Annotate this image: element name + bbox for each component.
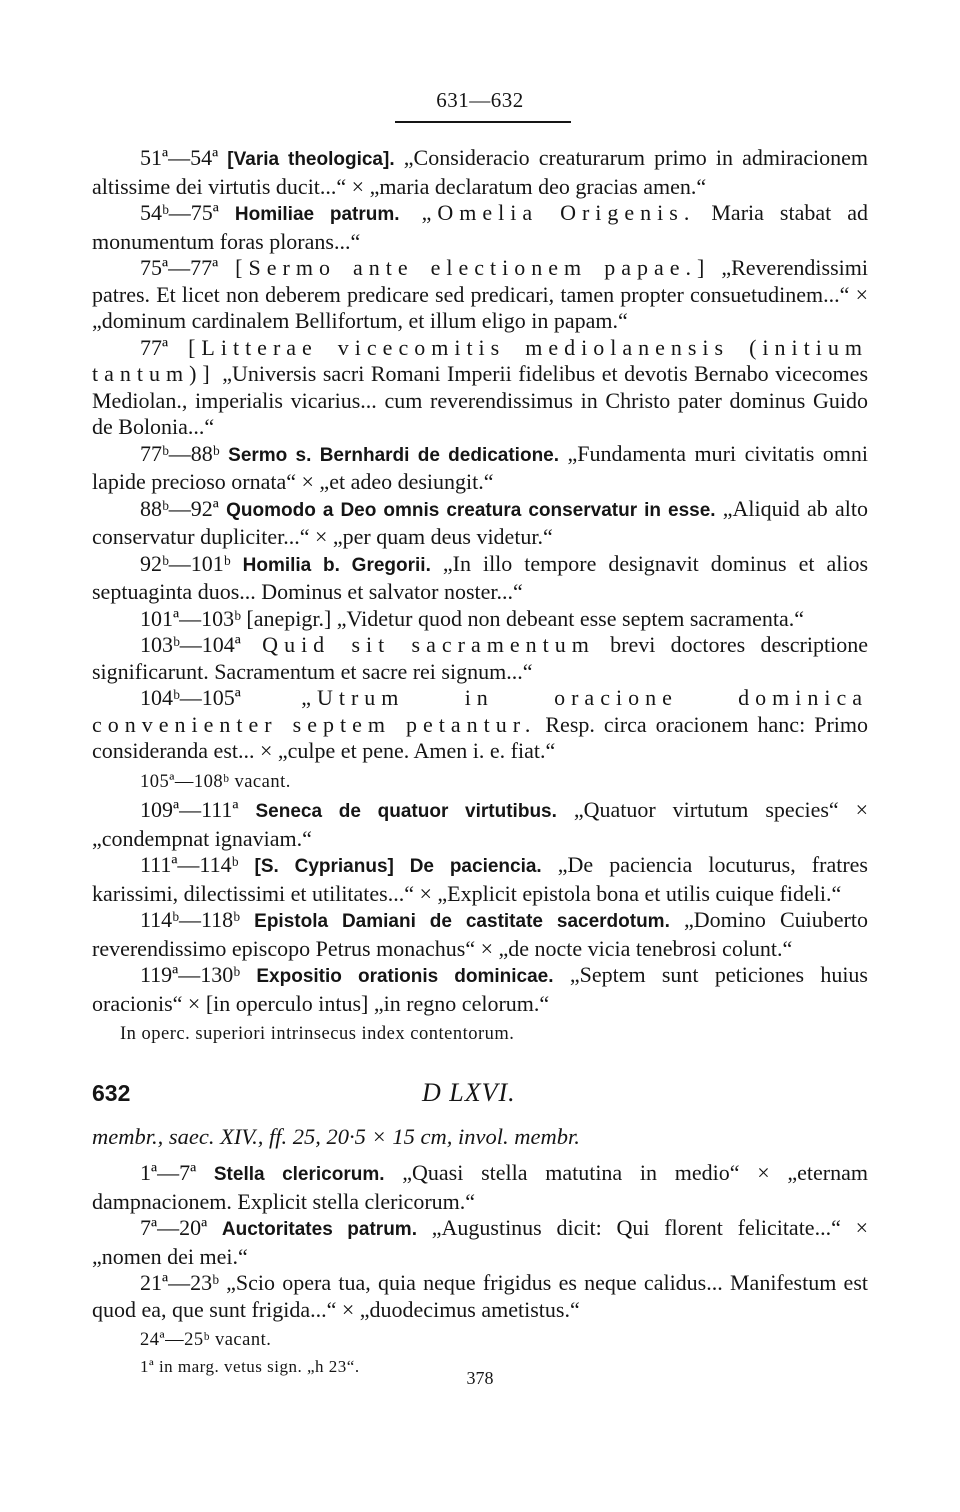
folio-range: 101ª—103ᵇ xyxy=(140,605,241,631)
entry-75-77 xyxy=(92,255,868,335)
folio-range: 54ᵇ—75ª xyxy=(140,200,219,225)
entry-spaced-text: [Sermo ante electionem papae.] xyxy=(218,255,711,280)
entry-text: „Quatuor virtutum species“ × „condempnat ignaviam.“ xyxy=(92,797,869,851)
folio-range: 7ª—20ª xyxy=(140,1215,208,1240)
manuscript-heading xyxy=(92,1080,868,1120)
entry-title: Sermo s. Bernhardi de dedicatione. xyxy=(228,444,560,466)
header-rule xyxy=(395,121,571,123)
entry-51-54 xyxy=(92,145,868,200)
entry-114-118 xyxy=(92,907,868,962)
entry-21-23 xyxy=(92,1270,868,1323)
entry-title: [Varia theologica]. xyxy=(227,149,395,170)
vacant-note: 24ª—25ᵇ vacant. xyxy=(140,1330,272,1350)
running-title: 631—632 xyxy=(436,88,524,112)
entry-88-92 xyxy=(92,496,868,551)
entry-77 xyxy=(92,335,868,441)
entry-text: „Augustinus dicit: Qui florent felicitate...“ × „nomen dei mei.“ xyxy=(92,1215,869,1269)
entry-text: Maria stabat ad monumentum foras plorans...“ xyxy=(92,200,868,254)
folio-range: 119ª—130ᵇ xyxy=(140,962,241,987)
entry-text: Resp. circa oracionem hanc: Primo consideranda est... × „culpe et pene. Amen i. e. fiat.“ xyxy=(92,711,868,763)
entry-109-111 xyxy=(92,797,868,852)
entry-title: Quomodo a Deo omnis creatura conservatur in esse. xyxy=(226,499,716,521)
folio-range: 77ᵇ—88ᵇ xyxy=(140,440,220,466)
entry-text: „Universis sacri Romani Imperii fidelibus et devotis Bernabo vicecomes Mediolan., imperialis vicarius... cum reverendissimus in Christo pater dominus Guido de Bolonia...“ xyxy=(92,361,868,439)
entry-119-130 xyxy=(92,962,868,1017)
entry-text: „Reverendissimi patres. Et licet non deberem predicare sed predicari, tamen propter consuetudinem...“ × „dominum cardinalem Bellifortum, et illum eligo in papam.“ xyxy=(92,255,868,333)
entry-1-7 xyxy=(92,1160,868,1215)
entry-text: „Fundamenta muri civitatis omni lapide precioso ornata“ × „et adeo desiungit.“ xyxy=(92,440,868,494)
entry-text: „Consideracio creaturarum primo in admiracionem altissime dei virtutis ducit...“ × „maria declaratum deo gracias amen.“ xyxy=(92,145,868,199)
catalogue-entries-632 xyxy=(92,1160,868,1380)
entry-text: „In illo tempore designavit dominus et alios septuaginta duos... Dominus et salvator noster...“ xyxy=(92,550,869,604)
margin-note: 1ª in marg. vetus sign. „h 23“. xyxy=(140,1356,360,1376)
entry-7-20 xyxy=(92,1215,868,1270)
entry-spaced-text: Quid sit sacramentum xyxy=(240,632,595,657)
entry-text: „De paciencia locuturus, fratres karissimi, dilectissimi et utilitates...“ × „Explicit epistola bona et utilis cuique fideli.“ xyxy=(92,852,868,906)
vacant-note: 105ª—108ᵇ vacant. xyxy=(140,771,291,792)
entry-104-105 xyxy=(92,685,868,765)
manuscript-number: 632 xyxy=(92,1080,131,1106)
entry-text: „Aliquid ab alto conservatur dupliciter...“ × „per quam deus videtur.“ xyxy=(92,495,868,549)
folio-range: 21ª—23ᵇ xyxy=(140,1270,219,1295)
catalogue-entries-631 xyxy=(92,145,868,1048)
entry-103-104 xyxy=(92,632,868,685)
entry-spaced-text: [Litterae vicecomitis mediolanensis (initium tantum)] xyxy=(92,334,868,386)
entry-title: Epistola Damiani de castitate sacerdotum. xyxy=(254,911,670,932)
folio-range: 75ª—77ª xyxy=(140,255,219,280)
manuscript-signature: D LXVI. xyxy=(422,1078,516,1107)
entry-101-103 xyxy=(92,606,868,633)
folio-range: 103ᵇ—104ª xyxy=(140,632,241,657)
entry-text: „Domino Cuiuberto reverendissimo episcopo Petrus monachus“ × „de nocte vicia tenebrosi colunt.“ xyxy=(92,907,868,961)
page-number: 378 xyxy=(466,1368,494,1388)
folio-range: 88ᵇ—92ª xyxy=(140,495,219,521)
entry-text: „Quasi stella matutina in medio“ × „eternam dampnacionem. Explicit stella clericorum.“ xyxy=(92,1160,868,1214)
entry-title: [S. Cyprianus] De paciencia. xyxy=(254,856,542,877)
folio-range: 109ª—111ª xyxy=(140,797,239,822)
entry-54-75 xyxy=(92,200,868,255)
entry-92-101 xyxy=(92,551,868,606)
entry-title: Homilia b. Gregorii. xyxy=(242,554,431,576)
entry-text: [anepigr.] „Videtur quod non debeant esse septem sacramenta.“ xyxy=(240,605,805,631)
folio-range: 51ª—54ª xyxy=(140,145,219,170)
entry-title: Seneca de quatuor virtutibus. xyxy=(255,801,557,822)
entry-spaced-text: „Omelia Origenis. xyxy=(399,200,696,225)
entry-title: Stella clericorum. xyxy=(213,1164,385,1185)
folio-range: 104ᵇ—105ª xyxy=(140,685,241,710)
entry-text: brevi doctores descriptione significarunt. Sacramentum et sacre rei signum...“ xyxy=(92,632,868,684)
entry-text: „Scio opera tua, quia neque frigidus es neque calidus... Manifestum est quod ea, que sunt frigida...“ × „duodecimus ametistus.“ xyxy=(92,1270,868,1322)
folio-range: 114ᵇ—118ᵇ xyxy=(140,907,240,932)
folio-range: 77ª xyxy=(140,334,169,360)
folio-range: 92ᵇ—101ᵇ xyxy=(140,550,231,576)
manuscript-description: membr., saec. XIV., ff. 25, 20·5 × 15 cm, invol. membr. xyxy=(92,1124,580,1149)
entry-spaced-text: „Utrum in oracione dominica convenienter septem petantur. xyxy=(92,685,868,737)
entry-text: „Septem sunt peticiones huius oracionis“ × [in operculo intus] „in regno celorum.“ xyxy=(92,962,868,1016)
entry-title: Auctoritates patrum. xyxy=(221,1219,417,1240)
entry-title: Expositio orationis dominicae. xyxy=(256,966,554,987)
index-note: In operc. superiori intrinsecus index contentorum. xyxy=(120,1024,515,1044)
entry-111-114 xyxy=(92,852,868,907)
entry-title: Homiliae patrum. xyxy=(234,204,400,225)
folio-range: 1ª—7ª xyxy=(140,1160,197,1185)
folio-range: 111ª—114ᵇ xyxy=(140,852,239,877)
entry-77-88 xyxy=(92,441,868,496)
